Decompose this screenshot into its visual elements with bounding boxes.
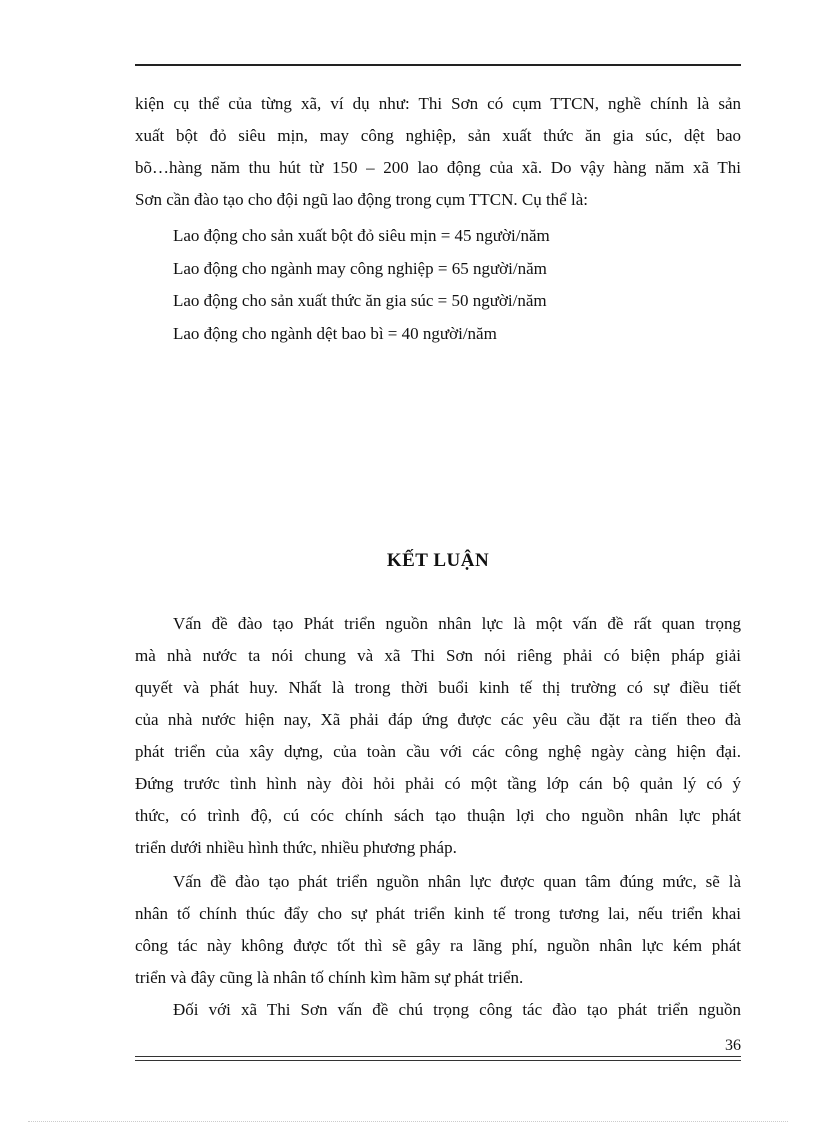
text-line: xuất bột đỏ siêu mịn, may công nghiệp, sản xuất thức ăn gia súc, dệt bao bbox=[135, 126, 741, 145]
text-line: Sơn cần đào tạo cho đội ngũ lao động trong cụm TTCN. Cụ thể là: bbox=[135, 190, 588, 209]
text-line: Đứng trước tình hình này đòi hỏi phải có một tầng lớp cán bộ quản lý có ý bbox=[135, 774, 741, 793]
page-edge-divider bbox=[28, 1121, 788, 1122]
text-line: nhân tố chính thúc đẩy cho sự phát triển kinh tế trong tương lai, nếu triển khai bbox=[135, 904, 741, 923]
text-line: Đối với xã Thi Sơn vấn đề chú trọng công tác đào tạo phát triển nguồn bbox=[173, 1000, 741, 1019]
conclusion-paragraph-2 bbox=[135, 866, 741, 994]
text-line: công tác này không được tốt thì sẽ gây ra lãng phí, nguồn nhân lực kém phát bbox=[135, 936, 741, 955]
text-line: thức, có trình độ, cú cóc chính sách tạo thuận lợi cho nguồn nhân lực phát bbox=[135, 806, 741, 825]
text-line: triển và đây cũng là nhân tố chính kìm hãm sự phát triển. bbox=[135, 968, 524, 987]
list-item: Lao động cho sản xuất bột đỏ siêu mịn = 45 người/năm bbox=[173, 226, 550, 245]
page-number: 36 bbox=[725, 1037, 741, 1054]
list-item: Lao động cho ngành dệt bao bì = 40 người/năm bbox=[173, 323, 497, 343]
text-line: bõ…hàng năm thu hút từ 150 – 200 lao động của xã. Do vậy hàng năm xã Thi bbox=[135, 158, 741, 177]
intro-paragraph bbox=[135, 88, 741, 216]
header-rule bbox=[135, 64, 741, 66]
text-line: phát triển của xây dựng, của toàn cầu với các công nghệ ngày càng hiện đại. bbox=[135, 742, 741, 761]
list-item: Lao động cho sản xuất thức ăn gia súc = 50 người/năm bbox=[173, 291, 547, 310]
conclusion-paragraph-3 bbox=[135, 994, 741, 1026]
section-heading: KẾT LUẬN bbox=[386, 550, 490, 571]
footer-rule bbox=[135, 1056, 741, 1061]
text-line: mà nhà nước ta nói chung và xã Thi Sơn nói riêng phải có biện pháp giải bbox=[135, 646, 741, 665]
conclusion-paragraph-1 bbox=[135, 608, 741, 864]
text-line: Vấn đề đào tạo phát triển nguồn nhân lực được quan tâm đúng mức, sẽ là bbox=[173, 872, 741, 891]
text-line: quyết và phát huy. Nhất là trong thời buổi kinh tế thị trường có sự điều tiết bbox=[135, 678, 741, 697]
list-item: Lao động cho ngành may công nghiệp = 65 người/năm bbox=[173, 258, 547, 278]
labor-list bbox=[173, 220, 550, 350]
text-line: kiện cụ thể của từng xã, ví dụ như: Thi Sơn có cụm TTCN, nghề chính là sản bbox=[135, 94, 741, 113]
text-line: triển dưới nhiều hình thức, nhiều phương pháp. bbox=[135, 838, 457, 857]
text-line: Vấn đề đào tạo Phát triển nguồn nhân lực là một vấn đề rất quan trọng bbox=[173, 614, 741, 633]
text-line: của nhà nước hiện nay, Xã phải đáp ứng được các yêu cầu đặt ra tiến theo đà bbox=[135, 710, 741, 729]
